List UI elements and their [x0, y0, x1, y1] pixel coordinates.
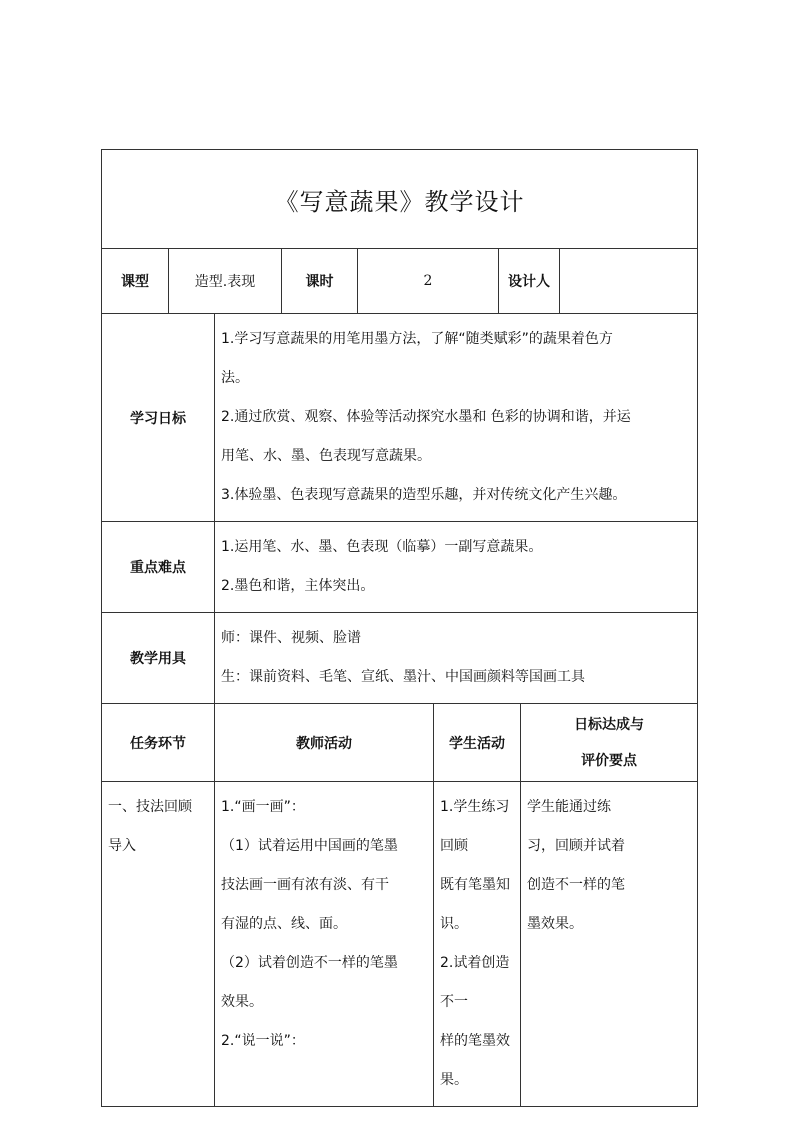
teaching-tools-label: 教学用具 — [102, 613, 215, 704]
lesson-hours-value: 2 — [358, 249, 499, 314]
student-line: 样的笔墨效果。 — [440, 1033, 510, 1088]
goal-line: 用笔、水、墨、色表现写意蔬果。 — [221, 448, 431, 464]
teacher-line: 效果。 — [221, 994, 263, 1010]
designer-label: 设计人 — [499, 249, 560, 314]
evaluation-line: 习，回顾并试着 — [527, 838, 625, 854]
evaluation-cell — [521, 782, 698, 1107]
teacher-activity-cell — [215, 782, 434, 1107]
task-line: 导入 — [108, 838, 136, 854]
student-line: 1.学生练习回顾 — [440, 799, 510, 854]
task-line: 一、技法回顾 — [108, 799, 192, 815]
teacher-line: （2）试着创造不一样的笔墨 — [221, 955, 398, 971]
key-points-content — [215, 522, 698, 613]
lesson-plan-page — [101, 149, 697, 1107]
student-line: 既有笔墨知识。 — [440, 877, 510, 932]
teacher-line: 1.“画一画”： — [221, 799, 305, 815]
lesson-hours-label: 课时 — [282, 249, 358, 314]
evaluation-header-line: 日标达成与 — [574, 716, 645, 733]
designer-value — [560, 249, 698, 314]
student-activity-header: 学生活动 — [434, 704, 521, 782]
goal-line: 1.学习写意蔬果的用笔用墨方法，了解“随类赋彩”的蔬果着色方 — [221, 331, 613, 347]
key-points-label: 重点难点 — [102, 522, 215, 613]
evaluation-header-line: 评价要点 — [581, 752, 638, 769]
lesson-plan-table — [101, 149, 698, 1107]
teacher-activity-header: 教师活动 — [215, 704, 434, 782]
table-row — [102, 782, 698, 1107]
tool-line: 师：课件、视频、脸谱 — [221, 630, 361, 646]
student-activity-cell — [434, 782, 521, 1107]
goal-line: 法。 — [221, 370, 249, 386]
learning-goals-label: 学习日标 — [102, 314, 215, 522]
tool-line: 生：课前资料、毛笔、宣纸、墨汁、中国画颜料等国画工具 — [221, 669, 585, 685]
lesson-type-label: 课型 — [102, 249, 169, 314]
teacher-line: 技法画一画有浓有淡、有干 — [221, 877, 389, 893]
student-line: 2.试着创造不一 — [440, 955, 510, 1010]
teacher-line: 有湿的点、线、面。 — [221, 916, 347, 932]
key-point-line: 1.运用笔、水、墨、色表现（临摹）一副写意蔬果。 — [221, 539, 543, 555]
teacher-line: 2.“说一说”： — [221, 1033, 305, 1049]
key-point-line: 2.墨色和谐，主体突出。 — [221, 578, 375, 594]
task-cell — [102, 782, 215, 1107]
learning-goals-content — [215, 314, 698, 522]
evaluation-line: 墨效果。 — [527, 916, 583, 932]
evaluation-line: 创造不一样的笔 — [527, 877, 625, 893]
goal-line: 3.体验墨、色表现写意蔬果的造型乐趣，并对传统文化产生兴趣。 — [221, 487, 627, 503]
teacher-line: （1）试着运用中国画的笔墨 — [221, 838, 398, 854]
teaching-tools-content — [215, 613, 698, 704]
evaluation-header — [521, 704, 698, 782]
goal-line: 2.通过欣赏、观察、体验等活动探究水墨和 色彩的协调和谐，并运 — [221, 409, 631, 425]
document-title: 《写意蔬果》教学设计 — [102, 150, 698, 249]
task-header: 任务环节 — [102, 704, 215, 782]
lesson-type-value: 造型.表现 — [169, 249, 282, 314]
evaluation-line: 学生能通过练 — [527, 799, 611, 815]
